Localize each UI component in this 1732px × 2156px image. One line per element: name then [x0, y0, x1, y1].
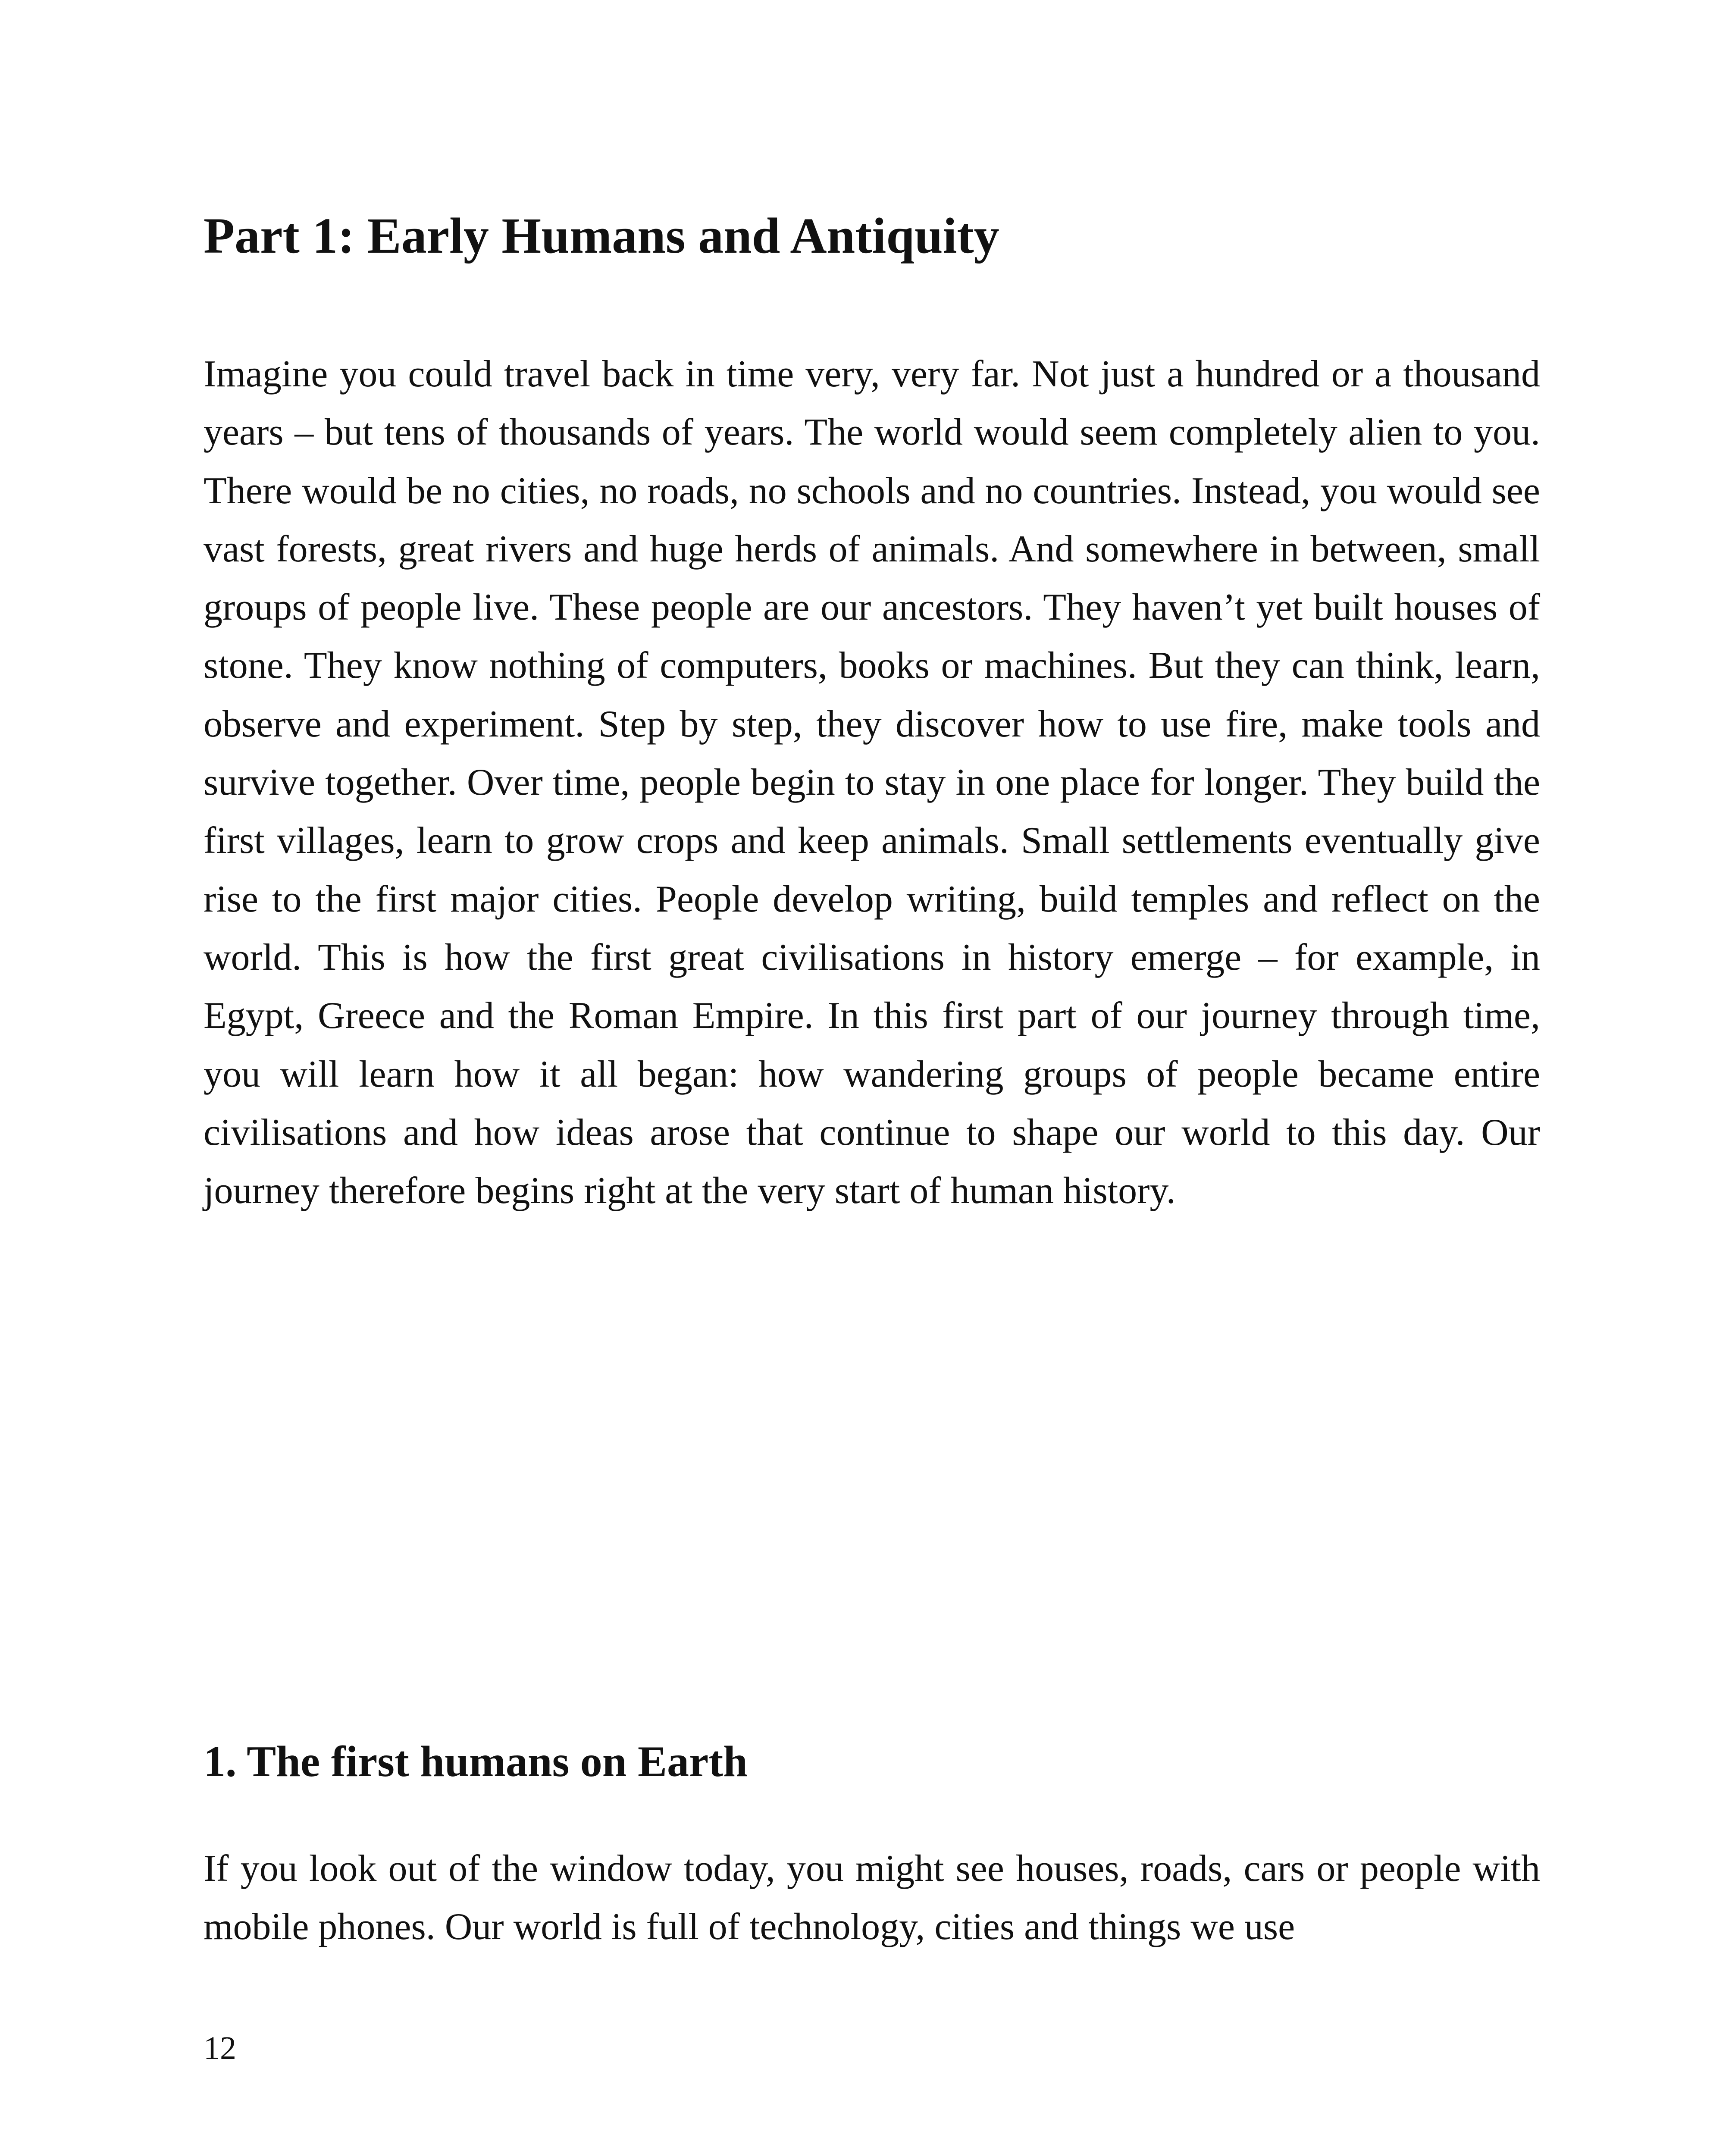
page-number: 12	[204, 2030, 236, 2066]
intro-paragraph: Imagine you could travel back in time very, very far. Not just a hundred or a thousand years – but tens of thousands of years. The world would seem completely alien to you. There would be no cities, no roads, no schools and no countries. Instead, you would see vast forests, great rivers and huge herds of animals. And somewhere in between, small groups of people live. These people are our ancestors. They haven’t yet built houses of stone. They know nothing of computers, books or machines. But they can think, learn, observe and experiment. Step by step, they discover how to use fire, make tools and survive together. Over time, people begin to stay in one place for longer. They build the first villages, learn to grow crops and keep animals. Small settlements eventually give rise to the first major cities. People develop writing, build temples and reflect on the world. This is how the first great civilisations in history emerge – for example, in Egypt, Greece and the Roman Empire. In this first part of our journey through time, you will learn how it all began: how wandering groups of people became entire civilisations and how ideas arose that continue to shape our world to this day. Our journey therefore begins right at the very start of human history.	[204, 353, 1540, 1212]
chapter-title: 1. The first humans on Earth	[204, 1737, 748, 1786]
chapter-paragraph: If you look out of the window today, you might see houses, roads, cars or people with mobile phones. Our world is full of technology, cities and things we use	[204, 1848, 1540, 1948]
part-title: Part 1: Early Humans and Antiquity	[204, 207, 999, 264]
